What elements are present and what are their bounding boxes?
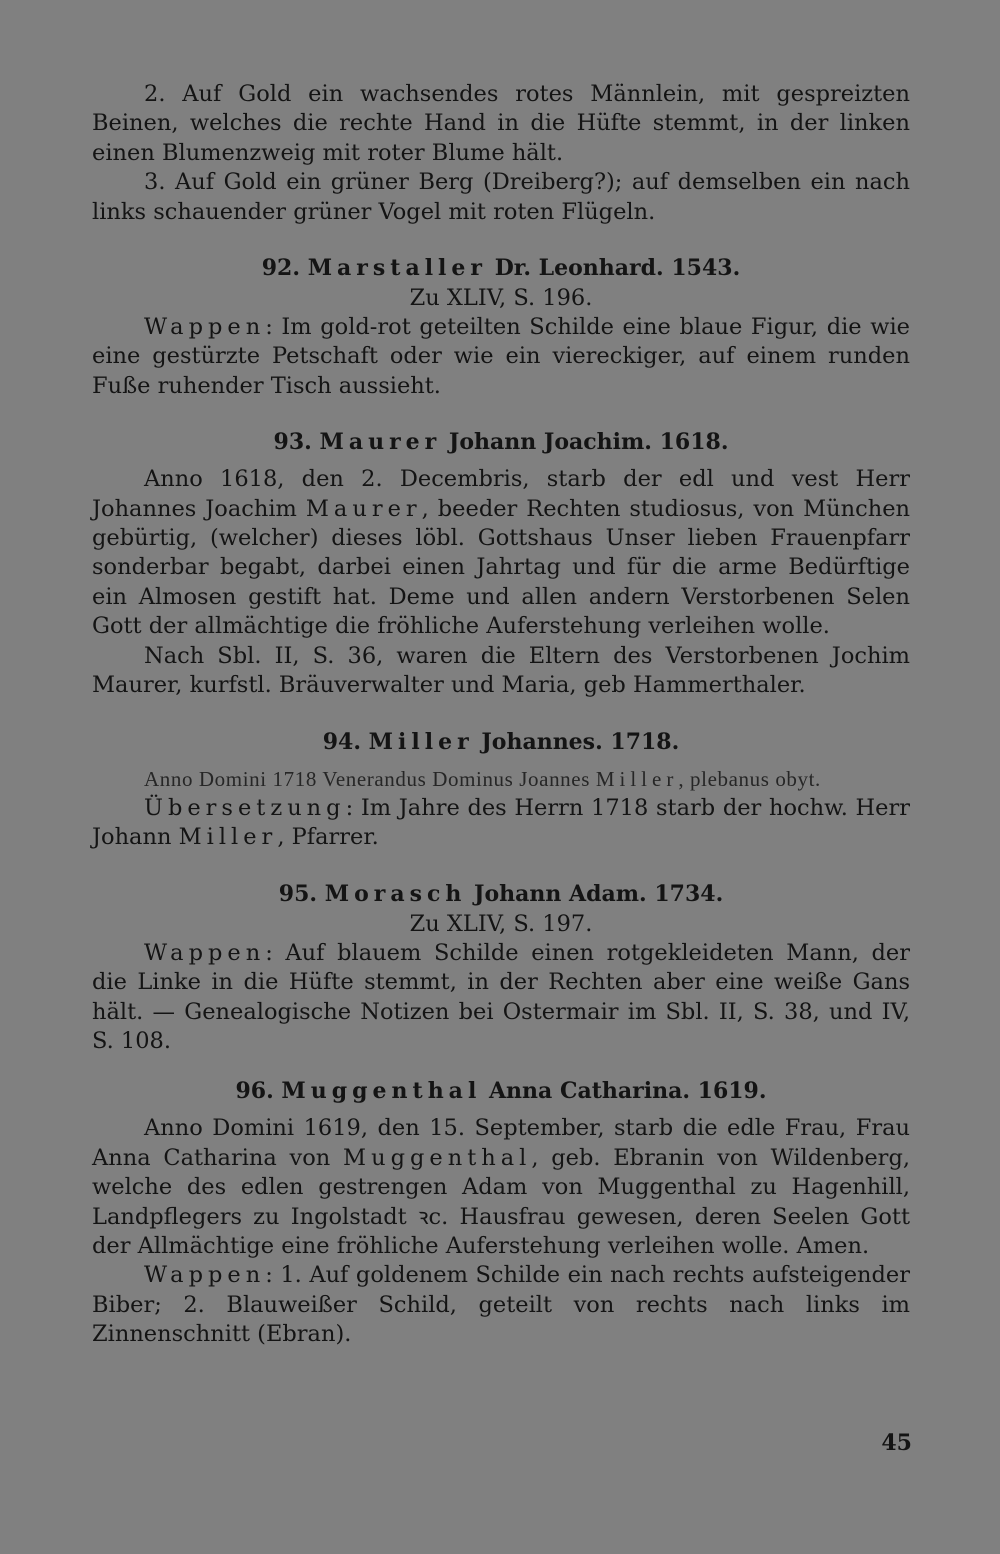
entry-96-heading: 96. Muggenthal Anna Catharina. 1619.	[235, 1078, 767, 1105]
entry-93-inscription: Anno 1618, den 2. Decembris, starb der edl und vest Herr Johannes Joachim Maurer, beeder Rechten studiosus, von München gebürtig, (welcher) dieses löbl. Gottshaus Unser lieben Frauenpfarr sonderbar begabt, darbei einen Jahrtag und für die arme Bedürftige ein Almosen gestift hat. Deme und allen andern Verstorbenen Selen Gott der allmächtige die fröhliche Auferstehung verleihen wolle.	[92, 466, 910, 640]
entry-92-heading: 92. Marstaller Dr. Leonhard. 1543.	[261, 255, 741, 282]
entry-92-name: Marstaller	[307, 255, 488, 282]
entry-94-translation: Übersetzung: Im Jahre des Herrn 1718 starb der hochw. Herr Johann Miller, Pfarrer.	[92, 794, 910, 851]
wappen-label: Wappen	[144, 314, 266, 341]
entry-95-reference: Zu XLIV, S. 197.	[409, 910, 593, 937]
wappen-label: Wappen	[144, 939, 266, 966]
entry-93-note: Nach Sbl. II, S. 36, waren die Eltern des Verstorbenen Jochim Maurer, kurfstl. Bräuverwalter und Maria, geb Hammerthaler.	[92, 642, 910, 699]
entry-96-name: Muggenthal	[281, 1078, 482, 1105]
document-page	[92, 80, 910, 1350]
translation-label: Übersetzung	[144, 794, 346, 821]
intro-paragraph-3: 3. Auf Gold ein grüner Berg (Dreiberg?); auf demselben ein nach links schauender grüner Vogel mit roten Flügeln.	[92, 169, 910, 225]
entry-94-heading: 94. Miller Johannes. 1718.	[322, 728, 680, 755]
entry-94-latin-inscription: Anno Domini 1718 Venerandus Dominus Joannes Miller, plebanus obyt.	[144, 766, 821, 791]
entry-95-name: Morasch	[324, 880, 467, 907]
entry-92-reference: Zu XLIV, S. 196.	[409, 285, 593, 312]
entry-95-heading: 95. Morasch Johann Adam. 1734.	[278, 880, 724, 907]
wappen-label: Wappen	[144, 1262, 266, 1289]
entry-94-name: Miller	[368, 728, 474, 755]
entry-93-heading: 93. Maurer Johann Joachim. 1618.	[273, 429, 729, 456]
entry-92-wappen: Wappen: Im gold-rot geteilten Schilde eine blaue Figur, die wie eine gestürzte Petschaft oder wie ein viereckiger, auf einem runden Fuße ruhender Tisch aussieht.	[92, 314, 910, 399]
entry-95-wappen: Wappen: Auf blauem Schilde einen rotgekleideten Mann, der die Linke in die Hüfte stemmt, in der Rechten aber eine weiße Gans hält. — Genealogische Notizen bei Ostermair im Sbl. II, S. 38, und IV, S. 108.	[92, 939, 910, 1054]
entry-93-name: Maurer	[319, 429, 442, 456]
page-number: 45	[881, 1430, 912, 1456]
entry-96-wappen: Wappen: 1. Auf goldenem Schilde ein nach rechts aufsteigender Biber; 2. Blauweißer Schild, geteilt von rechts nach links im Zinnenschnitt (Ebran).	[92, 1262, 910, 1348]
entry-96-inscription: Anno Domini 1619, den 15. September, starb die edle Frau, Frau Anna Catharina von Muggenthal, geb. Ebranin von Wildenberg, welche des edlen gestrengen Adam von Muggenthal zu Hagenhill, Landpflegers zu Ingolstadt ꝛc. Hausfrau gewesen, deren Seelen Gott der Allmächtige eine fröhliche Auferstehung verleihen wolle. Amen.	[92, 1115, 910, 1259]
intro-paragraph-2: 2. Auf Gold ein wachsendes rotes Männlein, mit gespreizten Beinen, welches die rechte Hand in die Hüfte stemmt, in der linken einen Blumenzweig mit roter Blume hält.	[92, 81, 910, 166]
